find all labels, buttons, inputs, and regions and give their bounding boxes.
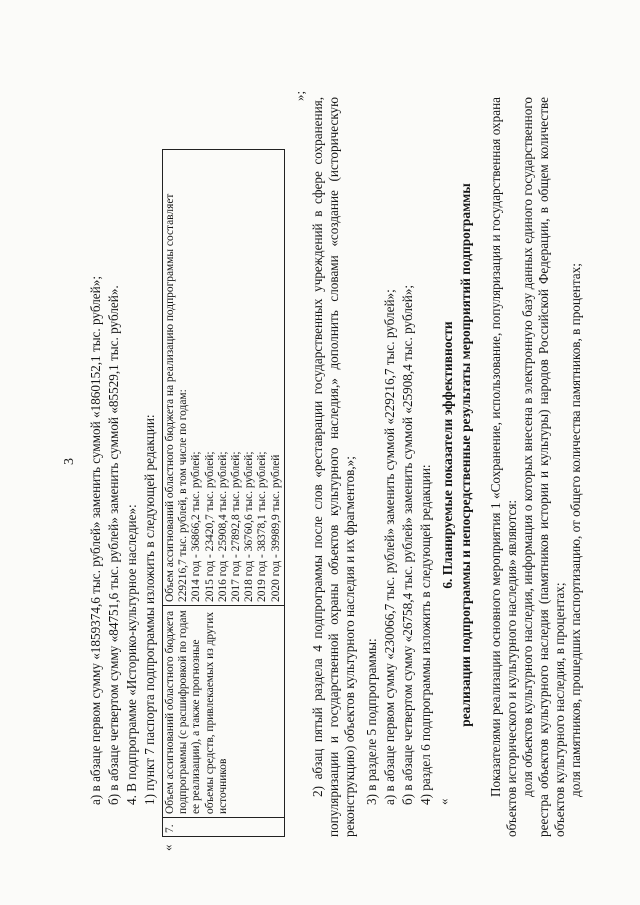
- section-6-line: 4) раздел 6 подпрограммы изложить в следующей редакции:: [418, 464, 433, 805]
- passport-table: [162, 149, 285, 837]
- row-number: 7.: [163, 818, 285, 837]
- passport-item-line: 1) пункт 7 паспорта подпрограммы изложить в следующей редакции:: [142, 414, 157, 805]
- value-line: 2016 год - 25908,4 тыс. рублей;: [216, 451, 229, 602]
- section-5-line-a: а) в абзаце первом сумму «230066,7 тыс. рублей» заменить суммой «229216,7 тыс. рублей»;: [382, 289, 397, 805]
- row-name: Объем ассигнований областного бюджета подпрограммы (с расшифровкой по годам ее реализации), а также прогнозные объемы средств, привлекаемых из других источников: [163, 606, 285, 818]
- section-5-line-b: б) в абзаце четвертом сумму «26758,4 тыс. рублей» заменить суммой «25908,4 тыс. рублей»;: [400, 284, 415, 805]
- value-line: 2020 год - 39989,9 тыс. рублей: [269, 454, 282, 602]
- rotated-page-content: [60, 65, 583, 851]
- amendment-line-a: а) в абзаце первом сумму «1859374,6 тыс. рублей» заменить суммой «1860152,1 тыс. рублей»;: [88, 276, 103, 805]
- subprogram-heading-line: 4. В подпрограмме «Историко-культурное наследие»:: [124, 504, 139, 805]
- value-line: 2018 год - 36760,6 тыс. рублей;: [243, 451, 256, 602]
- amendment-line-b: б) в абзаце четвертом сумму «84751,6 тыс. рублей» заменить суммой «85529,1 тыс. рублей».: [106, 285, 121, 805]
- page-number: 3: [62, 458, 77, 465]
- value-line: 2015 год - 23420,7 тыс. рублей;: [203, 451, 216, 602]
- paragraph-section-4: 2) абзац пятый раздела 4 подпрограммы после слов «реставрации государственных учреждений в сфере сохранения, популяризации и государственной охраны объектов культурного наследия,» дополнить словами «создание (историческую реконструкцию) объектов культурного наследия и их фрагментов,»;: [310, 97, 357, 837]
- value-line: 2019 год - 38378,1 тыс. рублей;: [256, 451, 269, 602]
- table-row: [163, 150, 285, 837]
- value-line: 2017 год - 27892,8 тыс. рублей;: [230, 451, 243, 602]
- row-value: [163, 150, 285, 606]
- paragraph-share: доля объектов культурного наследия, информация о которых внесена в электронную базу данных единого государственного реестра объектов культурного наследия (памятников истории и культуры) народов Российской Федерации, в общем количестве объектов культурного наследия, в процентах;: [520, 97, 567, 837]
- section-5-line: 3) в разделе 5 подпрограммы:: [364, 638, 379, 805]
- value-line: 2014 год - 36866,2 тыс. рублей;: [190, 451, 203, 602]
- section-heading-2: реализации подпрограммы и непосредственные результаты мероприятий подпрограммы: [458, 183, 473, 727]
- open-quote: «: [160, 844, 175, 851]
- value-line: Объем ассигнований областного бюджета на реализацию подпрограммы составляет 229216,7 тыс. рублей, в том числе по годам:: [164, 193, 190, 602]
- section-heading-1: 6. Планируемые показатели эффективности: [440, 321, 455, 589]
- open-quote-2: «: [436, 798, 451, 805]
- close-quote: »;: [292, 90, 307, 101]
- paragraph-indicators: Показателями реализации основного мероприятия 1 «Сохранение, использование, популяризация и государственная охрана объектов исторического и культурного наследия» являются:: [488, 97, 519, 837]
- paragraph-monuments: доля памятников, прошедших паспортизацию, от общего количества памятников, в процентах;: [568, 263, 583, 797]
